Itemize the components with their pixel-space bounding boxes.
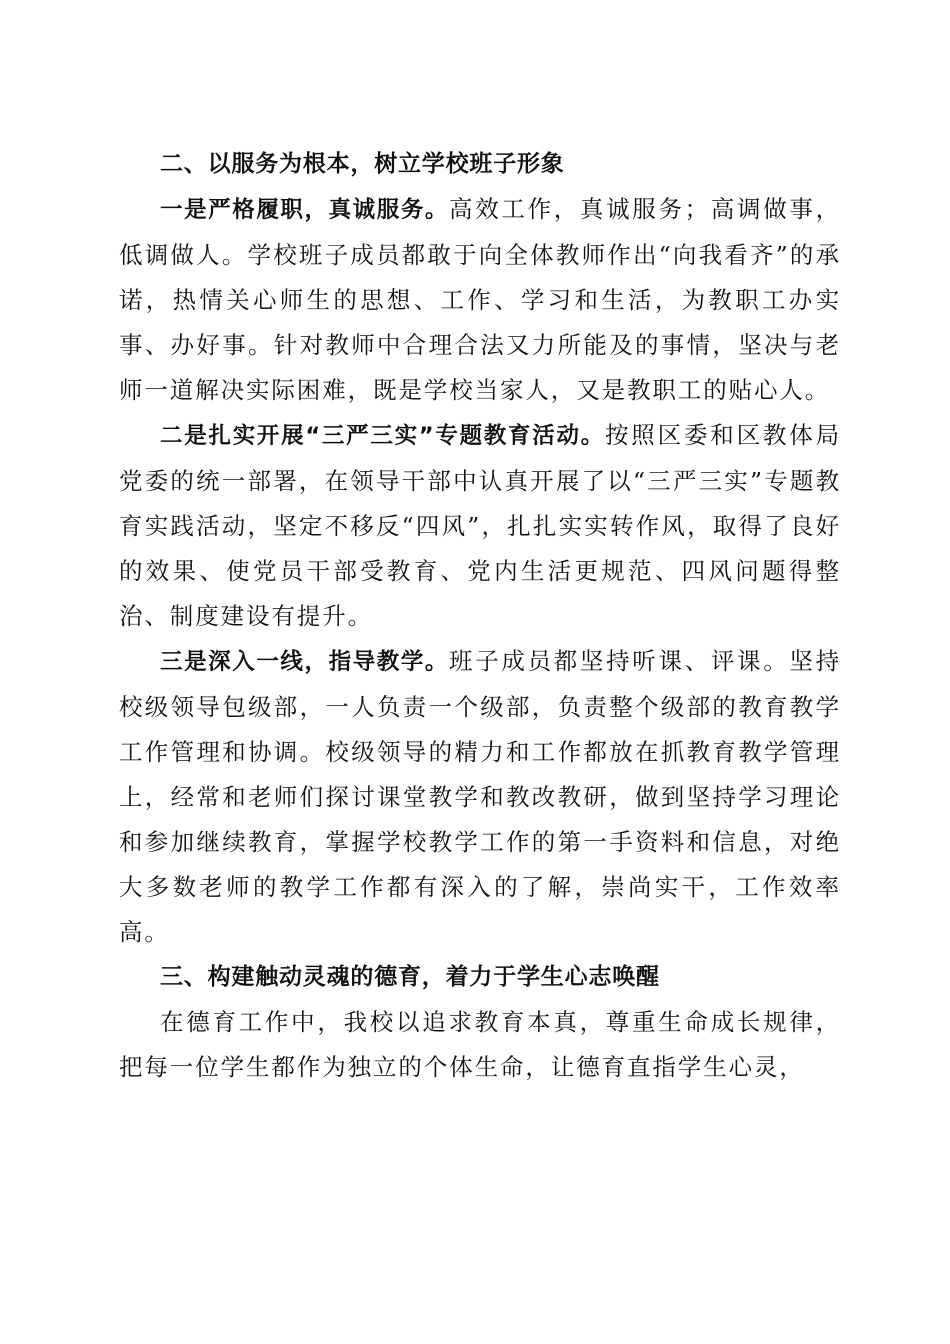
paragraph-three-strict [119, 413, 841, 639]
paragraph-text: 高效工作，真诚服务；高调做事，低调做人。学校班子成员都敢于向全体教师作出“向我看齐”的承诺，热情关心师生的思想、工作、学习和生活，为教职工办实事、办好事。针对教师中合理合法又力所能及的事情，坚决与老师一道解决实际困难，既是学校当家人，又是教职工的贴心人。 [119, 195, 841, 404]
paragraph-text: 班子成员都坚持听课、评课。坚持校级领导包级部，一人负责一个级部，负责整个级部的教育教学工作管理和协调。校级领导的精力和工作都放在抓教育教学管理上，经常和老师们探讨课堂教学和教改教研，做到坚持学习理论和参加继续教育，掌握学校教学工作的第一手资料和信息，对绝大多数老师的教学工作都有深入的了解，崇尚实干，工作效率高。 [119, 647, 841, 946]
paragraph-lead: 三是深入一线，指导教学。 [160, 649, 450, 675]
section-heading-3: 三、构建触动灵魂的德育，着力于学生心志唤醒 [160, 964, 660, 990]
paragraph-lead: 一是严格履职，真诚服务。 [160, 197, 450, 223]
paragraph-text: 在德育工作中，我校以追求教育本真，尊重生命成长规律，把每一位学生都作为独立的个体生命，让德育直指学生心灵， [119, 1008, 841, 1081]
paragraph-strict-duty [119, 187, 841, 413]
document-body [119, 142, 841, 1090]
paragraph-front-line [119, 639, 841, 955]
section-heading-2: 二、以服务为根本，树立学校班子形象 [160, 151, 565, 177]
paragraph-text: 按照区委和区教体局党委的统一部署，在领导干部中认真开展了以“三严三实”专题教育实践活动，坚定不移反“四风”，扎扎实实转作风，取得了良好的效果、使党员干部受教育、党内生活更规范、四风问题得整治、制度建设有提升。 [119, 421, 841, 630]
paragraph-moral-education [119, 1000, 841, 1090]
paragraph-lead: 二是扎实开展“三严三实”专题教育活动。 [160, 423, 605, 449]
